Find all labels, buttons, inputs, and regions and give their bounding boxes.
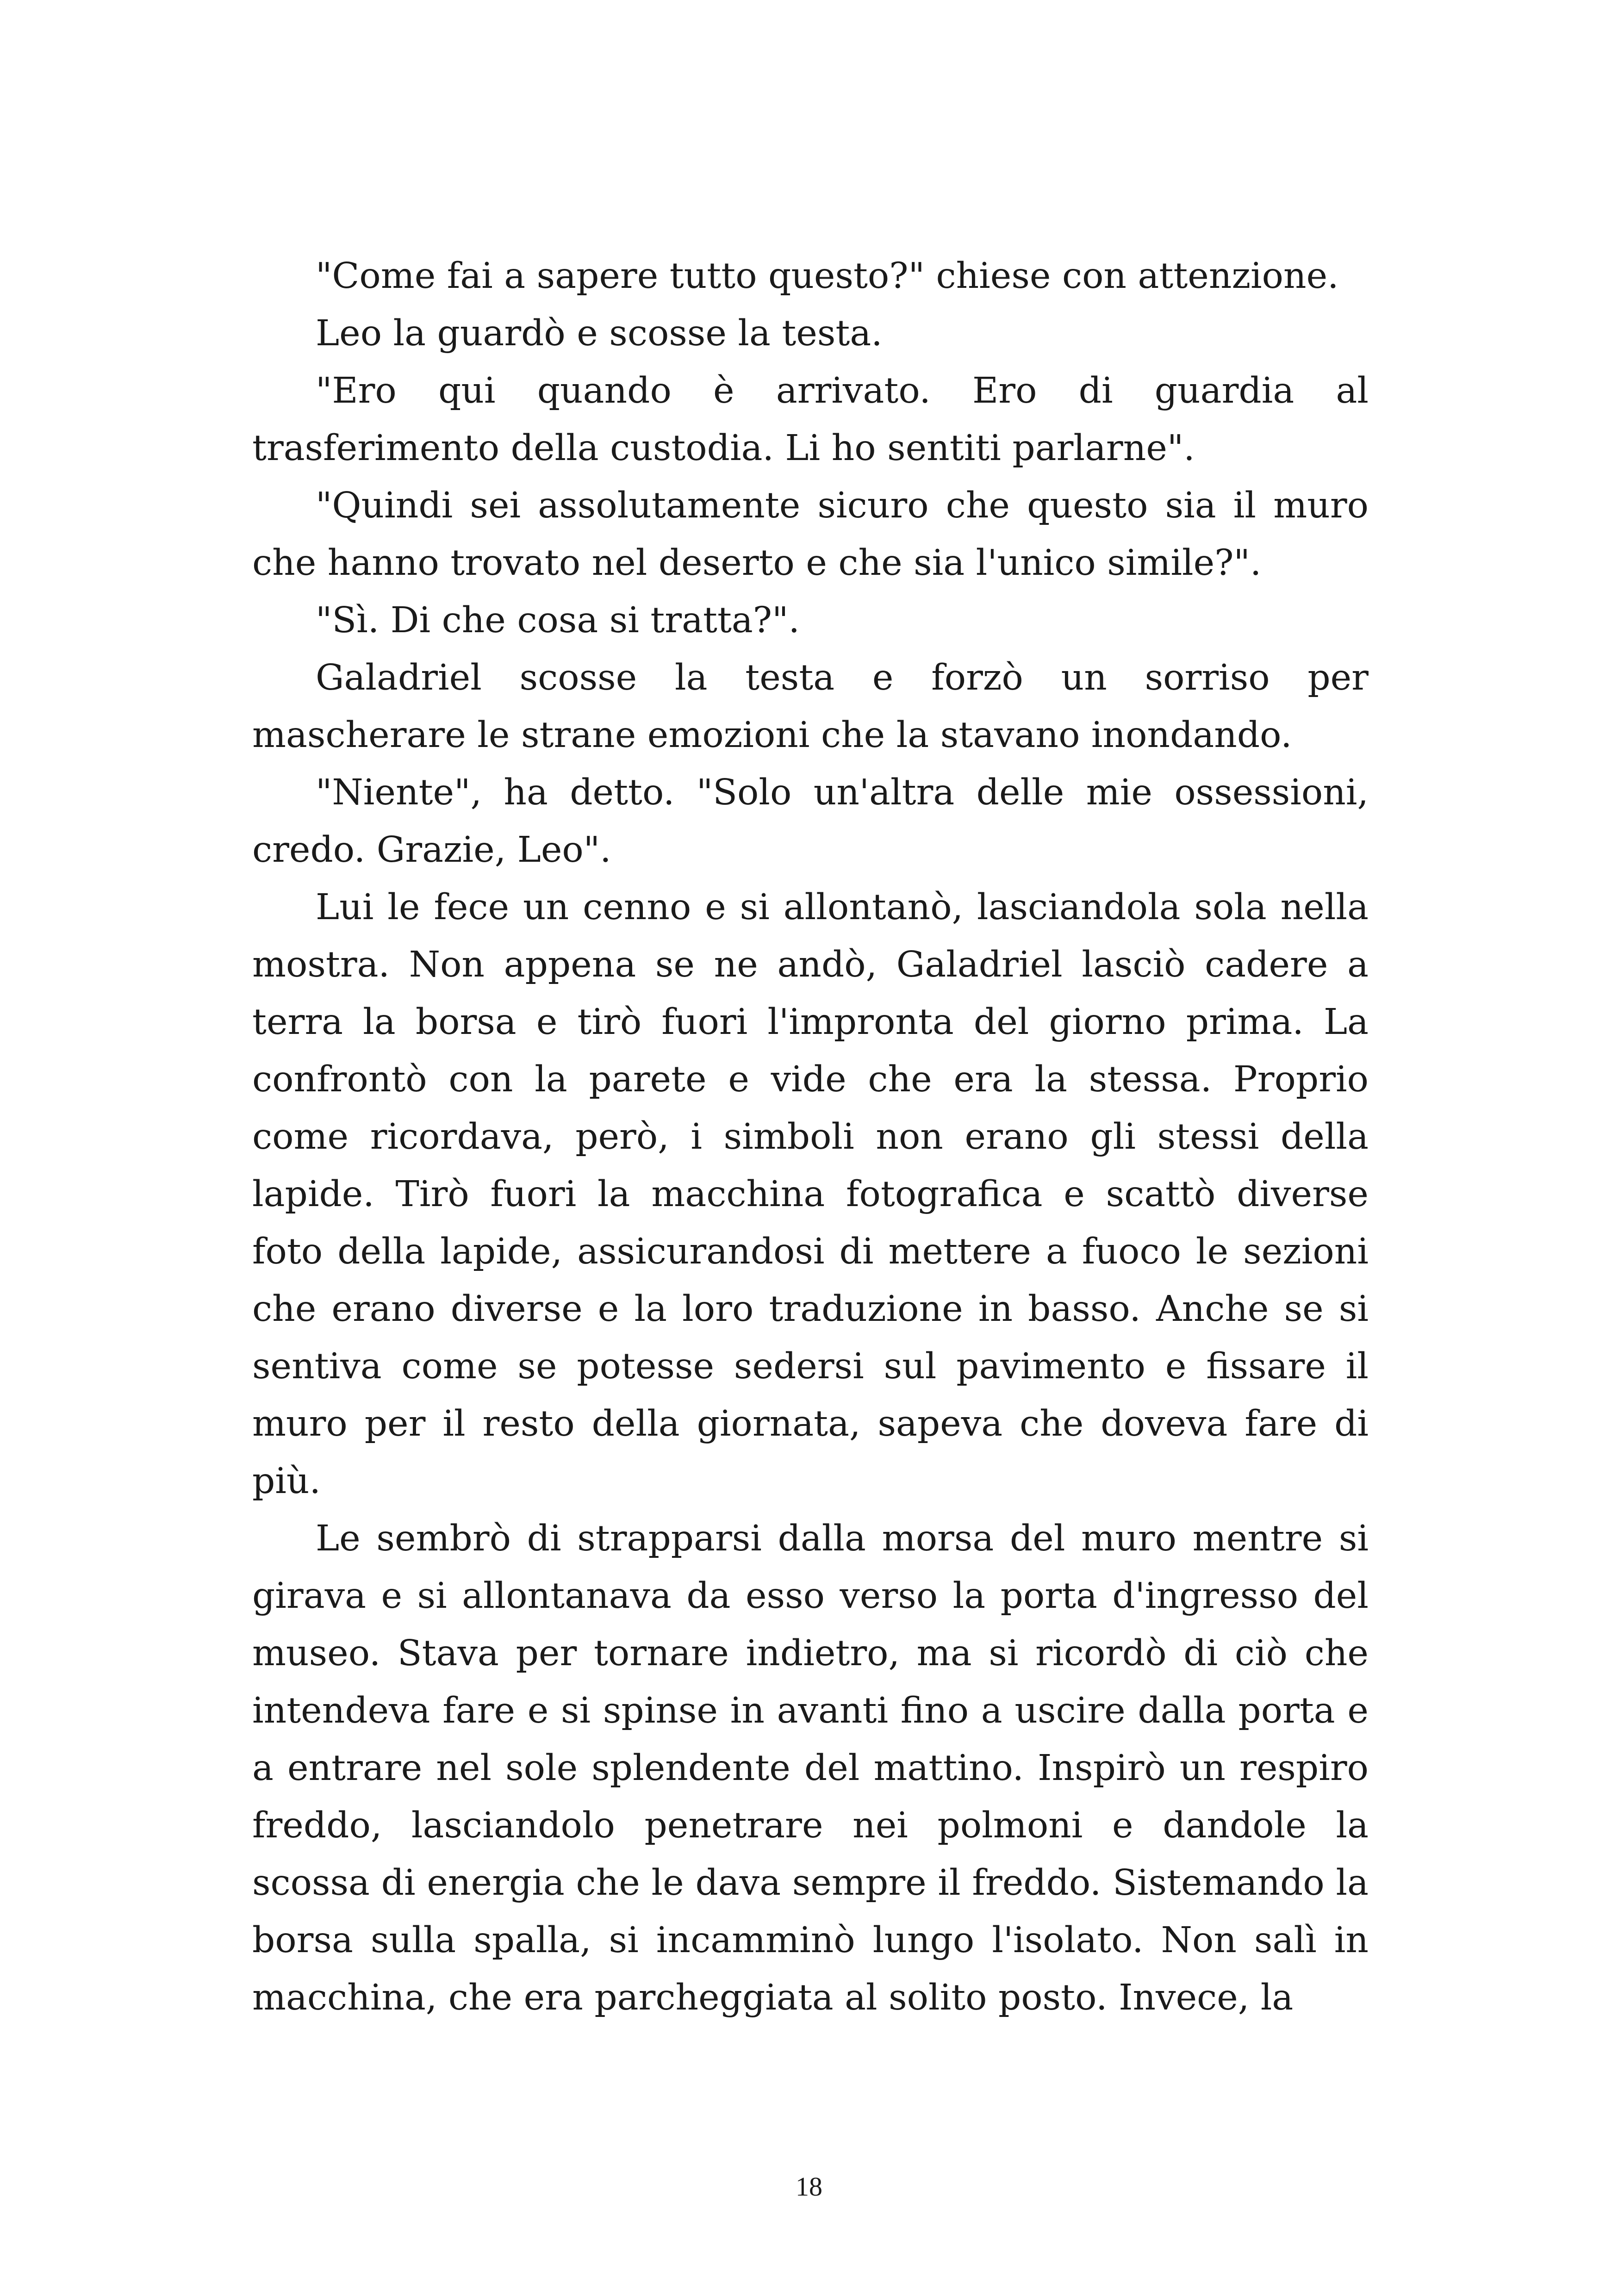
paragraph: "Niente", ha detto. "Solo un'altra delle mie ossessioni, credo. Grazie, Leo". xyxy=(252,772,1369,871)
body-text xyxy=(252,248,1369,2027)
paragraph: "Come fai a sapere tutto questo?" chiese con attenzione. xyxy=(316,255,1339,297)
paragraph: "Ero qui quando è arrivato. Ero di guardia al trasferimento della custodia. Li ho sentiti parlarne". xyxy=(252,370,1369,469)
page-number: 18 xyxy=(796,2172,822,2202)
paragraph: Lui le fece un cenno e si allontanò, lasciandola sola nella mostra. Non appena se ne andò, Galadriel lasciò cadere a terra la borsa e tirò fuori l'impronta del giorno prima. La confrontò con la parete e vide che era la stessa. Proprio come ricordava, però, i simboli non erano gli stessi della lapide. Tirò fuori la macchina fotografica e scattò diverse foto della lapide, assicurandosi di mettere a fuoco le sezioni che erano diverse e la loro traduzione in basso. Anche se si sentiva come se potesse sedersi sul pavimento e fissare il muro per il resto della giornata, sapeva che doveva fare di più. xyxy=(252,887,1369,1502)
paragraph: "Quindi sei assolutamente sicuro che questo sia il muro che hanno trovato nel deserto e che sia l'unico simile?". xyxy=(252,485,1369,584)
paragraph: "Sì. Di che cosa si tratta?". xyxy=(316,600,800,641)
paragraph: Galadriel scosse la testa e forzò un sorriso per mascherare le strane emozioni che la stavano inondando. xyxy=(252,657,1369,756)
paragraph-continued: Le sembrò di strapparsi dalla morsa del muro mentre si girava e si allontanava da esso verso la porta d'ingresso del museo. Stava per tornare indietro, ma si ricordò di ciò che intendeva fare e si spinse in avanti fino a uscire dalla porta e a entrare nel sole splendente del mattino. Inspirò un respiro freddo, lasciandolo penetrare nei polmoni e dandole la scossa di energia che le dava sempre il freddo. Sistemando la borsa sulla spalla, si incamminò lungo l'isolato. Non salì in macchina, che era parcheggiata al solito posto. Invece, la xyxy=(252,1518,1369,2018)
paragraph: Leo la guardò e scosse la testa. xyxy=(316,313,883,354)
